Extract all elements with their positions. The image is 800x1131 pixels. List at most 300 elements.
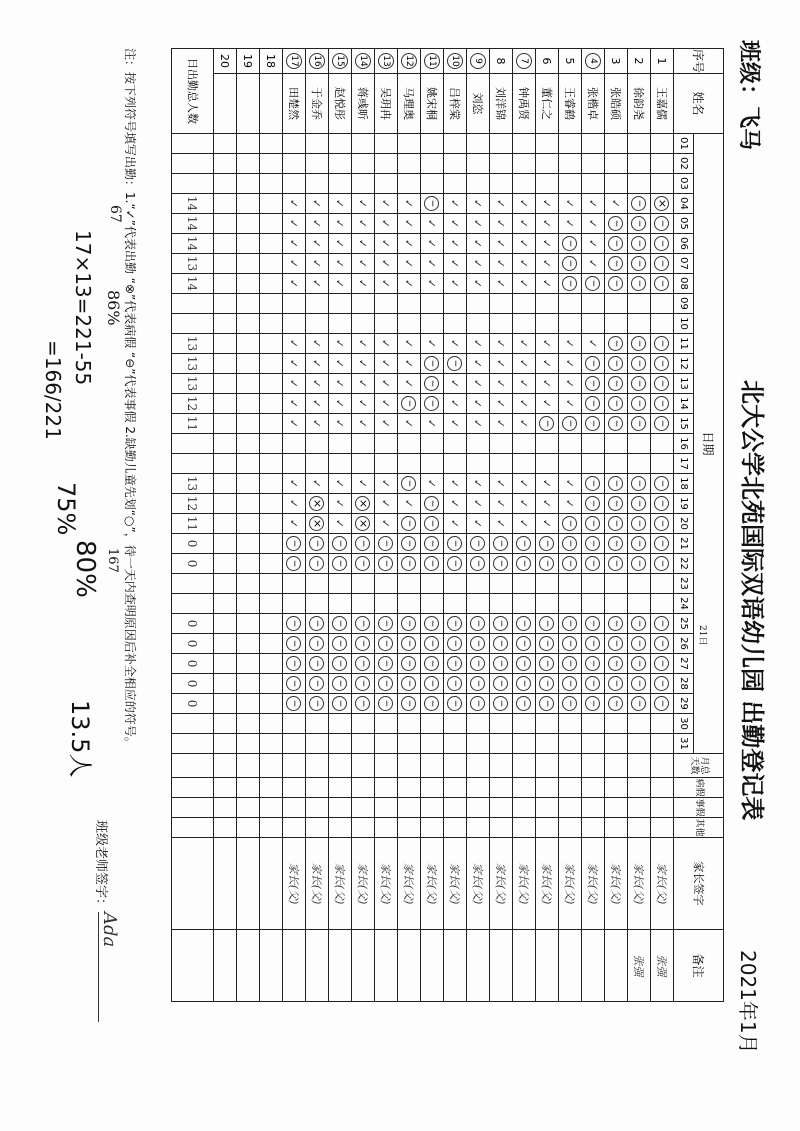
mark-personal-leave: − — [628, 674, 651, 694]
mark-personal-leave: − — [283, 674, 306, 694]
mark-personal-leave: − — [306, 674, 329, 694]
mark-personal-leave: − — [467, 534, 490, 554]
personal-cell — [536, 798, 559, 818]
day-cell — [375, 294, 398, 314]
day-cell — [467, 314, 490, 334]
mark-personal-leave: − — [628, 394, 651, 414]
day-cell — [490, 434, 513, 454]
mark-personal-leave: − — [329, 554, 352, 574]
day-cell — [214, 194, 237, 214]
total-empty-cell — [172, 818, 214, 838]
mark-personal-leave: − — [582, 494, 605, 514]
mark-present: ✓ — [375, 274, 398, 294]
day-cell — [398, 134, 421, 154]
mark-present: ✓ — [559, 394, 582, 414]
mark-personal-leave: − — [421, 674, 444, 694]
mark-present: ✓ — [306, 474, 329, 494]
day-cell — [329, 434, 352, 454]
day-cell — [214, 334, 237, 354]
col-header-month-total: 月总天数 — [674, 754, 724, 778]
mark-personal-leave: − — [651, 614, 674, 634]
mark-present: ✓ — [513, 394, 536, 414]
mark-present: ✓ — [375, 234, 398, 254]
day-cell — [421, 434, 444, 454]
day-header: 07 — [674, 254, 694, 274]
day-cell — [260, 234, 283, 254]
mark-personal-leave: − — [605, 634, 628, 654]
day-cell — [237, 474, 260, 494]
day-cell — [283, 294, 306, 314]
mark-personal-leave: − — [605, 374, 628, 394]
mark-present: ✓ — [306, 234, 329, 254]
mark-personal-leave: − — [651, 514, 674, 534]
day-cell — [513, 294, 536, 314]
day-cell — [237, 674, 260, 694]
mark-personal-leave: − — [559, 634, 582, 654]
day-cell — [490, 154, 513, 174]
mark-personal-leave: − — [398, 674, 421, 694]
day-cell — [214, 574, 237, 594]
day-cell — [559, 154, 582, 174]
mark-present: ✓ — [421, 414, 444, 434]
mark-personal-leave: − — [467, 614, 490, 634]
mark-personal-leave: − — [352, 694, 375, 714]
day-cell — [559, 714, 582, 734]
mark-sick-leave: × — [352, 494, 375, 514]
mark-personal-leave: − — [605, 674, 628, 694]
mark-present: ✓ — [421, 254, 444, 274]
mark-present: ✓ — [329, 474, 352, 494]
mark-personal-leave: − — [352, 634, 375, 654]
mark-personal-leave: − — [444, 694, 467, 714]
day-cell — [513, 154, 536, 174]
mark-present: ✓ — [398, 494, 421, 514]
day-header: 17 — [674, 454, 694, 474]
student-name: 王睿鹤 — [559, 74, 582, 134]
col-header-date: 日期 — [694, 134, 724, 754]
mark-personal-leave: − — [628, 414, 651, 434]
day-cell — [283, 734, 306, 754]
mark-personal-leave: − — [559, 674, 582, 694]
day-cell — [536, 174, 559, 194]
day-cell — [444, 174, 467, 194]
total-day-cell — [172, 134, 214, 154]
parent-signature: 家长(父) — [536, 838, 559, 930]
student-name: 张皓硕 — [605, 74, 628, 134]
day-cell — [582, 574, 605, 594]
parent-signature: 家长(父) — [329, 838, 352, 930]
parent-signature: 家长(父) — [559, 838, 582, 930]
mark-personal-leave: − — [306, 694, 329, 714]
mark-present: ✓ — [467, 214, 490, 234]
day-cell — [214, 294, 237, 314]
mark-present: ✓ — [329, 194, 352, 214]
mark-personal-leave: − — [559, 514, 582, 534]
day-cell — [421, 734, 444, 754]
mark-present: ✓ — [513, 494, 536, 514]
day-cell — [329, 174, 352, 194]
row-no — [329, 49, 352, 74]
row-number: 8 — [494, 57, 508, 65]
mark-personal-leave: − — [651, 214, 674, 234]
day-cell — [582, 314, 605, 334]
day-cell — [651, 174, 674, 194]
mark-present: ✓ — [582, 254, 605, 274]
day-cell — [237, 534, 260, 554]
day-cell — [398, 714, 421, 734]
total-day-cell — [172, 594, 214, 614]
day-cell — [329, 154, 352, 174]
total-day-cell: 13 — [172, 334, 214, 354]
mark-personal-leave: − — [628, 554, 651, 574]
mark-personal-leave: − — [582, 634, 605, 654]
day-cell — [536, 594, 559, 614]
total-empty-cell — [172, 798, 214, 818]
day-cell — [260, 474, 283, 494]
row-number: 11 — [424, 53, 440, 69]
mark-personal-leave: − — [605, 614, 628, 634]
day-cell — [283, 454, 306, 474]
mark-present: ✓ — [375, 394, 398, 414]
day-cell — [444, 134, 467, 154]
other-cell — [329, 818, 352, 838]
day-cell — [306, 574, 329, 594]
day-cell — [467, 574, 490, 594]
mark-present: ✓ — [444, 194, 467, 214]
day-cell — [444, 454, 467, 474]
mark-sick-leave: × — [306, 494, 329, 514]
mark-present: ✓ — [490, 334, 513, 354]
mark-present: ✓ — [490, 374, 513, 394]
mark-personal-leave: − — [605, 474, 628, 494]
mark-present: ✓ — [375, 414, 398, 434]
day-cell — [306, 134, 329, 154]
total-day-cell — [172, 454, 214, 474]
mark-present: ✓ — [467, 414, 490, 434]
mark-present: ✓ — [398, 234, 421, 254]
day-cell — [237, 274, 260, 294]
day-cell — [283, 594, 306, 614]
mark-present: ✓ — [283, 414, 306, 434]
remark-cell — [260, 930, 283, 1002]
mark-present: ✓ — [329, 274, 352, 294]
day-cell — [628, 714, 651, 734]
mark-present: ✓ — [398, 194, 421, 214]
mark-personal-leave: − — [329, 694, 352, 714]
sick-cell — [214, 778, 237, 798]
day-cell — [214, 454, 237, 474]
month-total-cell — [237, 754, 260, 778]
mark-present: ✓ — [375, 374, 398, 394]
month-total-cell — [582, 754, 605, 778]
mark-present: ✓ — [283, 474, 306, 494]
mark-present: ✓ — [444, 234, 467, 254]
total-day-cell: 0 — [172, 534, 214, 554]
sick-cell — [467, 778, 490, 798]
footer-note: 注：按下列符号填写出勤：1.“✓”代表出勤 “⊗”代表病假 “⊖”代表事假 2.缺勤儿童先划“○”，待一天内查明原因后补全相应的符号。 — [123, 48, 137, 749]
row-no — [398, 49, 421, 74]
mark-personal-leave: − — [651, 394, 674, 414]
row-no — [260, 49, 283, 74]
month-total-cell — [329, 754, 352, 778]
mark-personal-leave: − — [559, 274, 582, 294]
day-cell — [375, 174, 398, 194]
other-cell — [490, 818, 513, 838]
day-cell — [214, 514, 237, 534]
day-cell — [260, 594, 283, 614]
mark-personal-leave: − — [421, 654, 444, 674]
day-cell — [651, 574, 674, 594]
personal-cell — [329, 798, 352, 818]
mark-present: ✓ — [467, 194, 490, 214]
day-cell — [260, 574, 283, 594]
mark-present: ✓ — [467, 474, 490, 494]
table-row — [214, 49, 237, 1002]
total-day-cell: 11 — [172, 514, 214, 534]
mark-present: ✓ — [375, 494, 398, 514]
remark-cell — [283, 930, 306, 1002]
other-cell — [559, 818, 582, 838]
month-total-cell — [651, 754, 674, 778]
day-cell — [421, 454, 444, 474]
month-total-cell — [306, 754, 329, 778]
mark-present: ✓ — [536, 494, 559, 514]
day-cell — [237, 414, 260, 434]
day-cell — [605, 174, 628, 194]
day-cell — [260, 694, 283, 714]
day-cell — [375, 734, 398, 754]
mark-present: ✓ — [467, 374, 490, 394]
mark-personal-leave: − — [444, 674, 467, 694]
total-day-cell: 14 — [172, 214, 214, 234]
day-cell — [421, 574, 444, 594]
mark-present: ✓ — [283, 254, 306, 274]
personal-cell — [375, 798, 398, 818]
day-cell — [559, 574, 582, 594]
sick-cell — [490, 778, 513, 798]
parent-signature: 家长(父) — [628, 838, 651, 930]
sick-cell — [628, 778, 651, 798]
day-cell — [398, 434, 421, 454]
day-cell — [651, 154, 674, 174]
other-cell — [283, 818, 306, 838]
mark-present: ✓ — [467, 394, 490, 414]
sick-cell — [559, 778, 582, 798]
personal-cell — [605, 798, 628, 818]
mark-present: ✓ — [283, 214, 306, 234]
mark-present: ✓ — [536, 214, 559, 234]
mark-present: ✓ — [352, 394, 375, 414]
day-cell — [260, 214, 283, 234]
student-name: 王嘉儒 — [651, 74, 674, 134]
remark-cell — [582, 930, 605, 1002]
personal-cell — [559, 798, 582, 818]
mark-present: ✓ — [444, 274, 467, 294]
remark-cell — [421, 930, 444, 1002]
mark-personal-leave: − — [605, 514, 628, 534]
mark-personal-leave: − — [582, 274, 605, 294]
mark-personal-leave: − — [536, 694, 559, 714]
day-cell — [651, 594, 674, 614]
mark-present: ✓ — [490, 514, 513, 534]
mark-personal-leave: − — [490, 534, 513, 554]
day-header: 24 — [674, 594, 694, 614]
month-total-cell — [628, 754, 651, 778]
mark-personal-leave: − — [421, 694, 444, 714]
day-cell — [352, 574, 375, 594]
day-cell — [214, 674, 237, 694]
day-cell — [352, 134, 375, 154]
mark-present: ✓ — [375, 194, 398, 214]
mark-present: ✓ — [375, 514, 398, 534]
student-name: 吴玥冉 — [375, 74, 398, 134]
mark-present: ✓ — [329, 354, 352, 374]
total-day-cell — [172, 294, 214, 314]
mark-personal-leave: − — [605, 414, 628, 434]
mark-present: ✓ — [375, 474, 398, 494]
personal-cell — [582, 798, 605, 818]
day-cell — [260, 514, 283, 534]
day-cell — [628, 314, 651, 334]
day-cell — [467, 174, 490, 194]
mark-personal-leave: − — [513, 534, 536, 554]
day-cell — [444, 314, 467, 334]
parent-signature — [260, 838, 283, 930]
remark-cell — [605, 930, 628, 1002]
month-total-cell — [536, 754, 559, 778]
mark-present: ✓ — [306, 194, 329, 214]
day-cell — [329, 294, 352, 314]
mark-present: ✓ — [283, 494, 306, 514]
sick-cell — [421, 778, 444, 798]
mark-personal-leave: − — [559, 254, 582, 274]
mark-present: ✓ — [352, 374, 375, 394]
mark-present: ✓ — [513, 514, 536, 534]
sick-cell — [398, 778, 421, 798]
mark-present: ✓ — [490, 474, 513, 494]
day-header: 16 — [674, 434, 694, 454]
other-cell — [398, 818, 421, 838]
other-cell — [605, 818, 628, 838]
remark-cell — [398, 930, 421, 1002]
mark-personal-leave: − — [536, 414, 559, 434]
mark-personal-leave: − — [283, 614, 306, 634]
day-cell — [559, 314, 582, 334]
mark-present: ✓ — [559, 474, 582, 494]
remark-cell — [444, 930, 467, 1002]
row-no — [237, 49, 260, 74]
day-cell — [214, 254, 237, 274]
mark-personal-leave: − — [559, 654, 582, 674]
day-cell — [237, 554, 260, 574]
day-cell — [628, 454, 651, 474]
mark-personal-leave: − — [605, 494, 628, 514]
mark-personal-leave: − — [306, 534, 329, 554]
day-cell — [628, 594, 651, 614]
day-cell — [444, 574, 467, 594]
day-cell — [237, 594, 260, 614]
mark-personal-leave: − — [651, 494, 674, 514]
mark-present: ✓ — [398, 254, 421, 274]
mark-personal-leave: − — [628, 494, 651, 514]
student-name: 赵悦彤 — [329, 74, 352, 134]
day-cell — [398, 314, 421, 334]
day-cell — [398, 454, 421, 474]
mark-personal-leave: − — [490, 674, 513, 694]
mark-personal-leave: − — [444, 654, 467, 674]
other-cell — [444, 818, 467, 838]
remark-cell — [352, 930, 375, 1002]
mark-present: ✓ — [352, 254, 375, 274]
day-cell — [237, 574, 260, 594]
day-cell — [398, 574, 421, 594]
mark-present: ✓ — [559, 194, 582, 214]
day-cell — [605, 594, 628, 614]
class-label: 班级：飞马 — [736, 40, 761, 151]
mark-present: ✓ — [329, 374, 352, 394]
mark-present: ✓ — [444, 254, 467, 274]
mark-present: ✓ — [283, 194, 306, 214]
mark-present: ✓ — [490, 394, 513, 414]
parent-signature — [214, 838, 237, 930]
day-cell — [582, 434, 605, 454]
total-day-cell: 0 — [172, 694, 214, 714]
table-row — [329, 49, 352, 1002]
mark-present: ✓ — [513, 194, 536, 214]
personal-cell — [513, 798, 536, 818]
day-cell — [490, 594, 513, 614]
day-cell — [214, 594, 237, 614]
day-header: 10 — [674, 314, 694, 334]
day-cell — [329, 734, 352, 754]
mark-personal-leave: − — [375, 694, 398, 714]
mark-personal-leave: − — [582, 514, 605, 534]
row-number: 3 — [609, 57, 623, 65]
month-total-cell — [260, 754, 283, 778]
mark-present: ✓ — [467, 334, 490, 354]
day-cell — [352, 434, 375, 454]
personal-cell — [628, 798, 651, 818]
personal-cell — [306, 798, 329, 818]
mark-personal-leave: − — [513, 634, 536, 654]
day-cell — [490, 294, 513, 314]
mark-present: ✓ — [352, 334, 375, 354]
day-cell — [329, 574, 352, 594]
parent-signature: 家长(父) — [306, 838, 329, 930]
day-cell — [214, 474, 237, 494]
teacher-signature: Ada — [98, 912, 120, 1022]
mark-personal-leave: − — [536, 634, 559, 654]
day-cell — [260, 174, 283, 194]
day-cell — [536, 714, 559, 734]
personal-cell — [490, 798, 513, 818]
mark-present: ✓ — [536, 194, 559, 214]
mark-personal-leave: − — [651, 534, 674, 554]
mark-present: ✓ — [559, 334, 582, 354]
mark-personal-leave: − — [398, 554, 421, 574]
mark-present: ✓ — [306, 334, 329, 354]
row-number: 18 — [264, 54, 278, 68]
mark-personal-leave: − — [536, 654, 559, 674]
mark-personal-leave: − — [605, 534, 628, 554]
row-no — [283, 49, 306, 74]
other-cell — [467, 818, 490, 838]
mark-personal-leave: − — [329, 534, 352, 554]
table-row — [490, 49, 513, 1002]
day-header: 15 — [674, 414, 694, 434]
day-cell — [628, 574, 651, 594]
mark-present: ✓ — [467, 254, 490, 274]
